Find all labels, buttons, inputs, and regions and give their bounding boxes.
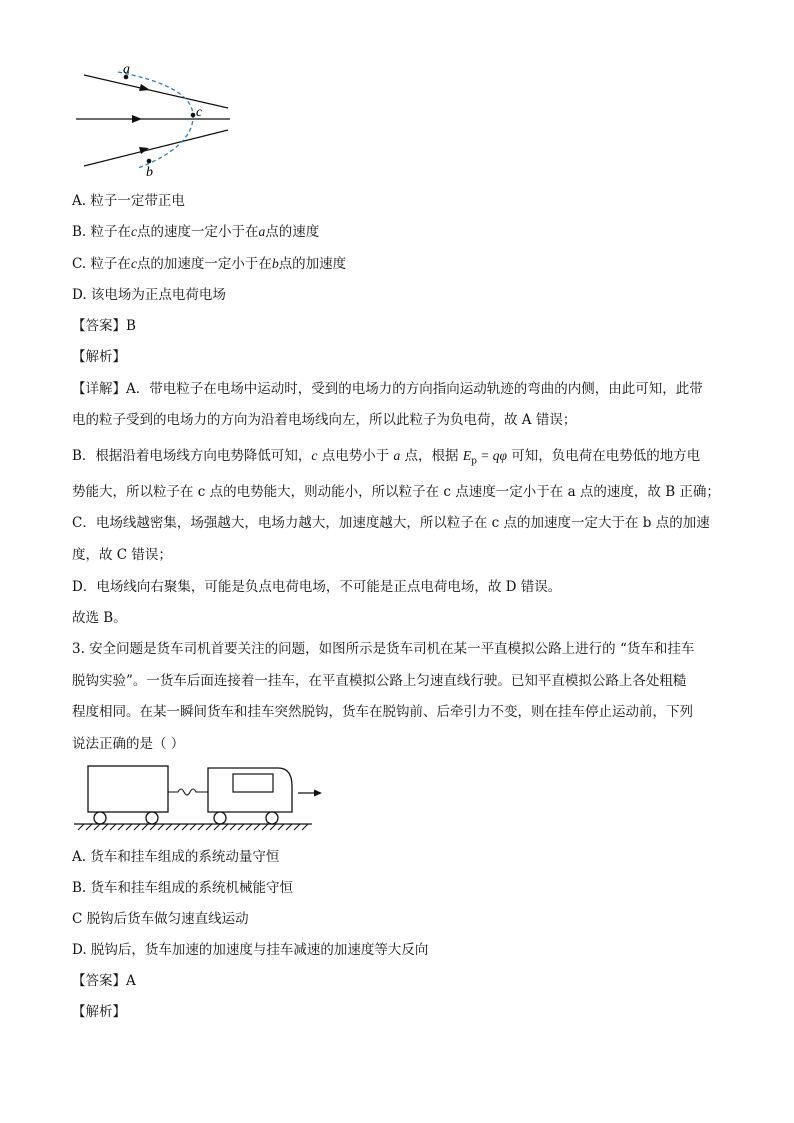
var-c: c [311, 448, 318, 463]
q3-option-c: C 脱钩后货车做匀速直线运动 [72, 911, 249, 927]
formula-e: E [462, 448, 472, 463]
q2-option-b-text1: B. 粒子在 [72, 224, 132, 240]
q2-option-b-text2: 点的速度一定小于在 [137, 224, 259, 240]
q2-option-d: D. 该电场为正点电荷电场 [72, 287, 226, 303]
detail-b-text2: 点电势小于 [317, 448, 394, 464]
point-c [191, 113, 196, 118]
formula-q-phi: = qφ [476, 448, 507, 463]
label-a: a [123, 62, 130, 77]
q2-option-a: A. 粒子一定带正电 [72, 193, 185, 209]
q2-analysis-heading: 【解析】 [72, 349, 126, 365]
q3-option-a: A. 货车和挂车组成的系统动量守恒 [72, 849, 280, 865]
q2-detail-c-line1: C．电场线越密集，场强越大，电场力越大，加速度越大，所以粒子在 c 点的加速度一定大于在 b 点的加速 [72, 515, 710, 531]
truck-trailer-figure [70, 760, 330, 835]
coupling-spring [168, 789, 208, 795]
var-a: a [393, 448, 401, 463]
ground-hatching [78, 824, 308, 830]
var-c: c [131, 224, 138, 239]
q2-option-b [72, 222, 319, 242]
field-lines-figure [70, 58, 240, 178]
motion-arrowhead [314, 790, 322, 797]
q2-answer: 【答案】B [72, 318, 136, 334]
q2-option-c-text1: C. 粒子在 [72, 256, 131, 272]
detail-b-text3: 点，根据 [400, 448, 463, 464]
label-b: b [146, 165, 153, 178]
q2-detail-a-line1: 【详解】A．带电粒子在电场中运动时，受到的电场力的方向指向运动轨迹的弯曲的内侧，由此可知，此带 [72, 381, 703, 397]
q3-answer: 【答案】A [72, 973, 136, 989]
q3-stem-line2: 脱钩实验”。一货车后面连接着一挂车，在平直模拟公路上匀速直线行驶。已知平直模拟公路上各处粗糙 [72, 673, 687, 689]
q2-detail-b-line2: 势能大，所以粒子在 c 点的电势能大，则动能小，所以粒子在 c 点速度一定小于在 a 点的速度，故 B 正确； [72, 484, 720, 500]
detail-b-text1: B．根据沿着电场线方向电势降低可知， [72, 448, 312, 464]
q3-stem-line1: 3. 安全问题是货车司机首要关注的问题，如图所示是货车司机在某一平直模拟公路上进行的 “货车和挂车 [72, 641, 695, 657]
field-line-top [84, 75, 228, 108]
arrowhead-top [139, 84, 150, 91]
arrowhead-middle [132, 115, 142, 123]
trajectory-dashed [118, 72, 193, 168]
q3-stem-line3: 程度相同。在某一瞬间货车和挂车突然脱钩，货车在脱钩前、后牵引力不变，则在挂车停止运动前，下列 [72, 704, 693, 720]
field-line-bottom [84, 130, 228, 166]
wheel [94, 812, 106, 824]
wheel [214, 812, 226, 824]
trailer-body [88, 766, 168, 812]
q2-detail-a-line2: 电的粒子受到的电场力的方向为沿着电场线向左，所以此粒子为负电荷，故 A 错误； [72, 412, 577, 428]
q2-option-b-text3: 点的速度 [265, 224, 320, 240]
q2-option-c-text2: 点的加速度一定小于在 [136, 256, 272, 272]
var-b: b [271, 256, 279, 271]
label-c: c [196, 105, 203, 120]
q2-detail-b-line1 [72, 446, 700, 472]
detail-b-text4: 可知，负电荷在电势低的地方电 [506, 448, 701, 464]
q2-conclusion: 故选 B。 [72, 610, 127, 626]
var-c: c [130, 256, 137, 271]
q3-option-d: D. 脱钩后，货车加速的加速度与挂车减速的加速度等大反向 [72, 942, 429, 958]
truck-window [233, 774, 273, 792]
q2-option-c-text3: 点的加速度 [278, 256, 347, 272]
wheel [146, 812, 158, 824]
q2-detail-c-line2: 度，故 C 错误； [72, 547, 172, 563]
q2-detail-d: D．电场线向右聚集，可能是负点电荷电场，不可能是正点电荷电场，故 D 错误。 [72, 579, 562, 595]
formula-sub: p [471, 456, 477, 467]
wheel [266, 812, 278, 824]
q3-option-b: B. 货车和挂车组成的系统机械能守恒 [72, 880, 294, 896]
point-b [147, 159, 152, 164]
q2-option-c [72, 254, 346, 274]
q3-analysis-heading: 【解析】 [72, 1004, 126, 1020]
q3-stem-line4: 说法正确的是（ ） [72, 736, 185, 752]
var-a: a [258, 224, 266, 239]
